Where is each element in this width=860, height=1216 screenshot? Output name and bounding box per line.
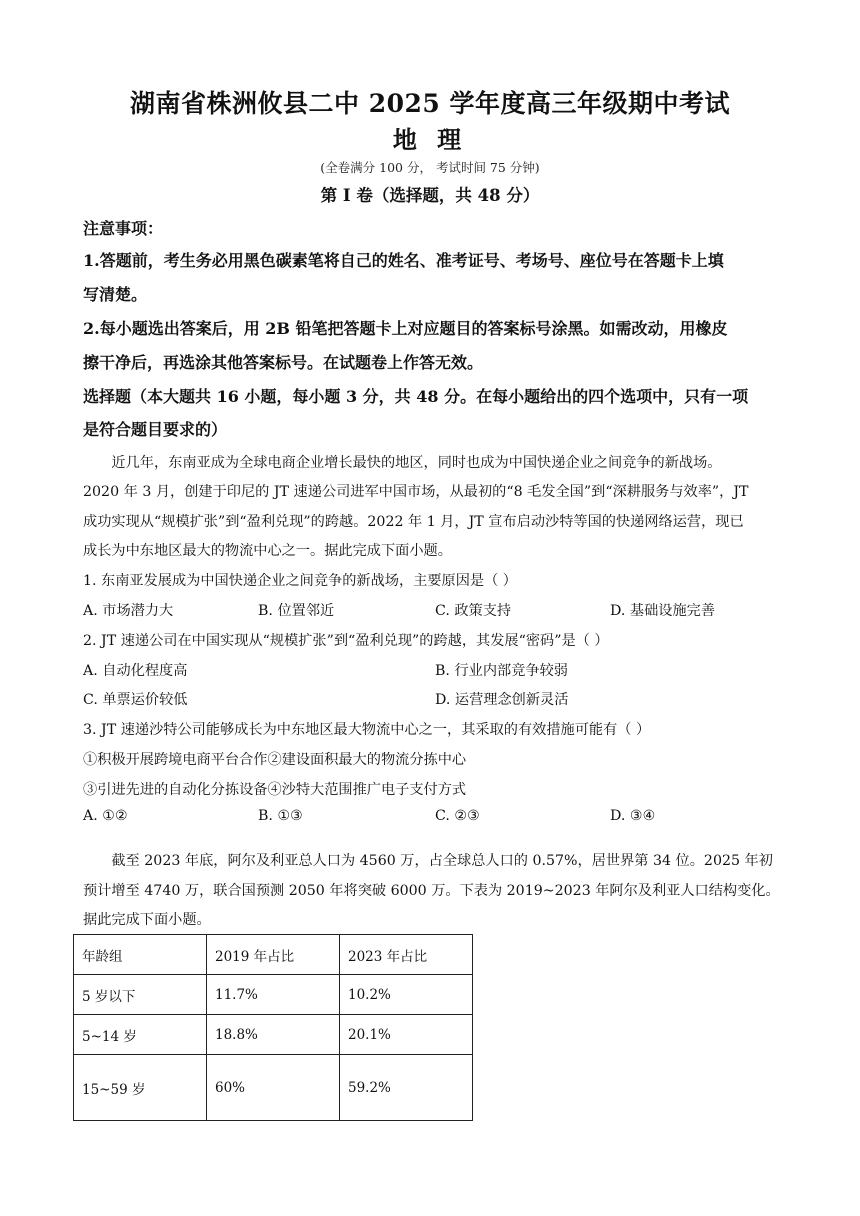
instructions-line2: 是符合题目要求的）	[83, 420, 228, 439]
table-header-cell: 2019 年占比	[207, 935, 340, 975]
table-cell: 60%	[207, 1055, 340, 1121]
notes-heading: 注意事项：	[83, 219, 164, 238]
table-cell: 15~59 岁	[74, 1055, 207, 1121]
exam-title: 湖南省株洲攸县二中 2025 学年度高三年级期中考试	[130, 89, 730, 118]
table-cell: 20.1%	[340, 1015, 473, 1055]
notes-item2-line2: 擦干净后，再选涂其他答案标号。在试题卷上作答无效。	[83, 353, 484, 372]
q2-option-b: B. 行业内部竞争较弱	[435, 663, 568, 679]
passage1-line4: 成长为中东地区最大的物流中心之一。据此完成下面小题。	[83, 543, 452, 559]
table-row	[74, 1055, 473, 1121]
table-header-cell: 年龄组	[74, 935, 207, 975]
table-row	[74, 1015, 473, 1055]
passage1-line3: 成功实现从“规模扩张”到“盈利兑现”的跨越。2022 年 1 月，JT 宣布启动沙特等国的快递网络运营，现已	[83, 514, 744, 530]
q2-option-c: C. 单票运价较低	[83, 692, 188, 708]
q1-option-c: C. 政策支持	[435, 603, 512, 619]
instructions-line1: 选择题（本大题共 16 小题，每小题 3 分，共 48 分。在每小题给出的四个选项中，只有一项	[83, 387, 749, 406]
passage2-line1: 截至 2023 年底，阿尔及利亚总人口为 4560 万，占全球总人口的 0.57%，居世界第 34 位。2025 年初	[111, 853, 773, 869]
q2-option-d: D. 运营理念创新灵活	[435, 692, 569, 708]
passage1-line1: 近几年，东南亚成为全球电商企业增长最快的地区，同时也成为中国快递企业之间竞争的新战场。	[111, 455, 722, 471]
table-cell: 11.7%	[207, 975, 340, 1015]
notes-item1-line1: 1.答题前，考生务必用黑色碳素笔将自己的姓名、准考证号、考场号、座位号在答题卡上填	[83, 251, 724, 270]
population-structure-table	[73, 934, 473, 1121]
table-cell: 18.8%	[207, 1015, 340, 1055]
passage1-line2: 2020 年 3 月，创建于印尼的 JT 速递公司进军中国市场，从最初的“8 毛发全国”到“深耕服务与效率”，JT	[83, 484, 749, 500]
q2-option-a: A. 自动化程度高	[83, 663, 188, 679]
notes-item1-line2: 写清楚。	[83, 285, 148, 304]
notes-item2-line1: 2.每小题选出答案后，用 2B 铅笔把答题卡上对应题目的答案标号涂黑。如需改动，用橡皮	[83, 319, 728, 338]
q3-stem: 3. JT 速递沙特公司能够成长为中东地区最大物流中心之一，其采取的有效措施可能有（ ）	[83, 722, 651, 738]
table-cell: 10.2%	[340, 975, 473, 1015]
table-cell: 5~14 岁	[74, 1015, 207, 1055]
q1-option-b: B. 位置邻近	[258, 603, 335, 619]
q1-option-a: A. 市场潜力大	[83, 603, 174, 619]
q3-option-a: A. ①②	[83, 808, 128, 824]
table-header-row	[74, 935, 473, 975]
passage2-line3: 据此完成下面小题。	[83, 912, 211, 928]
table-cell: 5 岁以下	[74, 975, 207, 1015]
q3-option-d: D. ③④	[610, 808, 656, 824]
q3-option-b: B. ①③	[258, 808, 303, 824]
q1-stem: 1. 东南亚发展成为中国快递企业之间竞争的新战场，主要原因是（ ）	[83, 573, 517, 589]
q2-stem: 2. JT 速递公司在中国实现从“规模扩张”到“盈利兑现”的跨越，其发展“密码”是（ ）	[83, 633, 609, 649]
q3-statements-12: ①积极开展跨境电商平台合作②建设面积最大的物流分拣中心	[83, 752, 467, 768]
passage2-line2: 预计增至 4740 万，联合国预测 2050 年将突破 6000 万。下表为 2019~2023 年阿尔及利亚人口结构变化。	[83, 883, 780, 899]
q1-option-d: D. 基础设施完善	[610, 603, 716, 619]
table-header-cell: 2023 年占比	[340, 935, 473, 975]
table-row	[74, 975, 473, 1015]
q3-statements-34: ③引进先进的自动化分拣设备④沙特大范围推广电子支付方式	[83, 782, 467, 798]
exam-info: (全卷满分 100 分， 考试时间 75 分钟)	[320, 160, 540, 175]
section-heading: 第 I 卷（选择题，共 48 分）	[320, 186, 540, 205]
table-cell: 59.2%	[340, 1055, 473, 1121]
subject-title: 地 理	[392, 125, 468, 154]
q3-option-c: C. ②③	[435, 808, 480, 824]
